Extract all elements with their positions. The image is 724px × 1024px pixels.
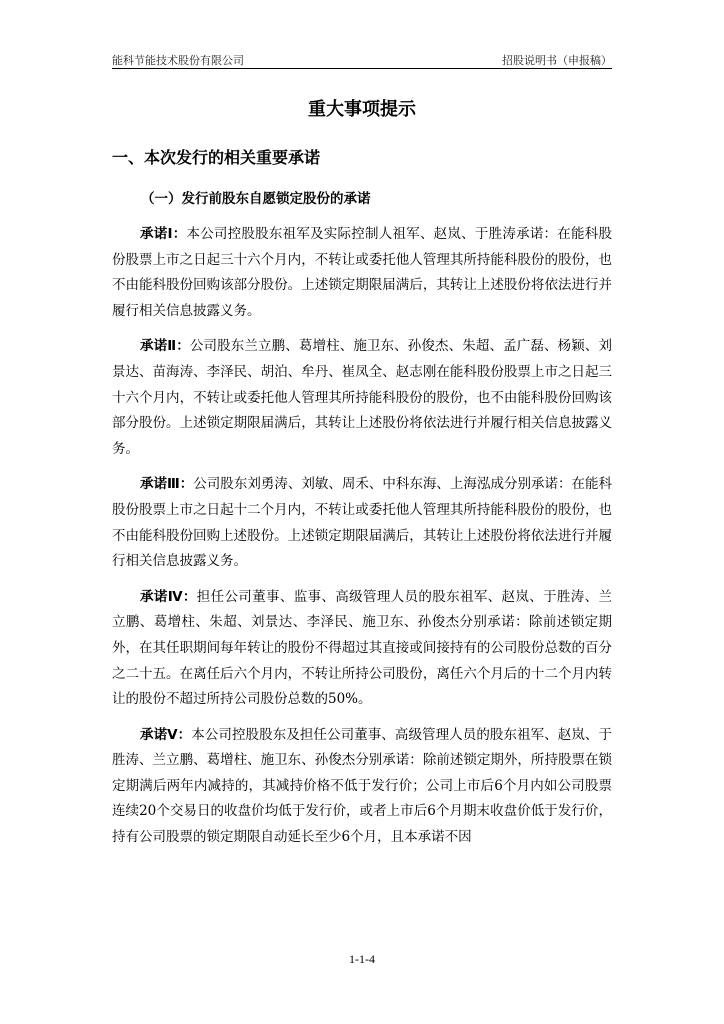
commitment-text: 公司股东刘勇涛、刘敏、周禾、中科东海、上海泓成分别承诺：在能科股份股票上市之日起十二个月内，不转让或委托他人管理其所持能科股份的股份，也不由能科股份回购上述股份。上述锁定期限届满后，其转让上述股份将依法进行并履行相关信息披露义务。 <box>112 476 613 570</box>
commitment-text: 公司股东兰立鹏、葛增柱、施卫东、孙俊杰、朱超、孟广磊、杨颖、刘景达、苗海涛、李泽民、胡泊、牟丹、崔凤全、赵志刚在能科股份股票上市之日起三十六个月内，不转让或委托他人管理其所持能科股份的股份，也不由能科股份回购该部分股份。上述锁定期限届满后，其转让上述股份将依法进行并履行相关信息披露义务。 <box>112 338 612 457</box>
commitment-paragraph-4 <box>112 585 612 713</box>
commitment-paragraph-1 <box>112 222 612 324</box>
subsection-heading: （一）发行前股东自愿锁定股份的承诺 <box>141 191 371 207</box>
commitment-label: 承诺Ⅱ： <box>140 338 190 355</box>
commitment-label: 承诺Ⅳ： <box>140 588 197 605</box>
commitment-paragraph-5 <box>112 723 612 851</box>
section-heading: 一、本次发行的相关重要承诺 <box>112 148 321 167</box>
commitment-label: 承诺Ⅰ： <box>140 226 187 242</box>
header-document-type: 招股说明书（申报稿） <box>502 54 612 67</box>
commitment-paragraph-2 <box>112 334 612 462</box>
page-number: 1-1-4 <box>349 952 375 966</box>
commitment-text: 本公司控股股东祖军及实际控制人祖军、赵岚、于胜涛承诺：在能科股份股票上市之日起三十六个月内，不转让或委托他人管理其所持能科股份的股份，也不由能科股份回购该部分股份。上述锁定期限届满后，其转让上述股份将依法进行并履行相关信息披露义务。 <box>112 226 612 319</box>
commitment-text: 本公司控股股东及担任公司董事、高级管理人员的股东祖军、赵岚、于胜涛、兰立鹏、葛增柱、施卫东、孙俊杰分别承诺：除前述锁定期外，所持股票在锁定期满后两年内减持的，其减持价格不低于发行价；公司上市后6个月内如公司股票连续20个交易日的收盘价均低于发行价，或者上市后6个月期末收盘价低于发行价，持有公司股票的锁定期限自动延长至少6个月，且本承诺不因 <box>112 726 612 846</box>
commitment-text: 担任公司董事、监事、高级管理人员的股东祖军、赵岚、于胜涛、兰立鹏、葛增柱、朱超、刘景达、李泽民、施卫东、孙俊杰分别承诺：除前述锁定期外，在其任职期间每年转让的股份不得超过其直接或间接持有的公司股份总数的百分之二十五。在离任后六个月内，不转让所持公司股份，离任六个月后的十二个月内转让的股份不超过所持公司股份总数的50%。 <box>112 588 612 708</box>
header-company-name: 能科节能技术股份有限公司 <box>112 54 244 67</box>
commitment-label: 承诺Ⅲ： <box>140 476 194 493</box>
commitment-label: 承诺Ⅴ： <box>140 726 192 743</box>
commitment-paragraph-3 <box>112 472 612 574</box>
body-text <box>112 222 612 861</box>
page-header <box>112 50 612 69</box>
page-title: 重大事项提示 <box>308 99 416 120</box>
